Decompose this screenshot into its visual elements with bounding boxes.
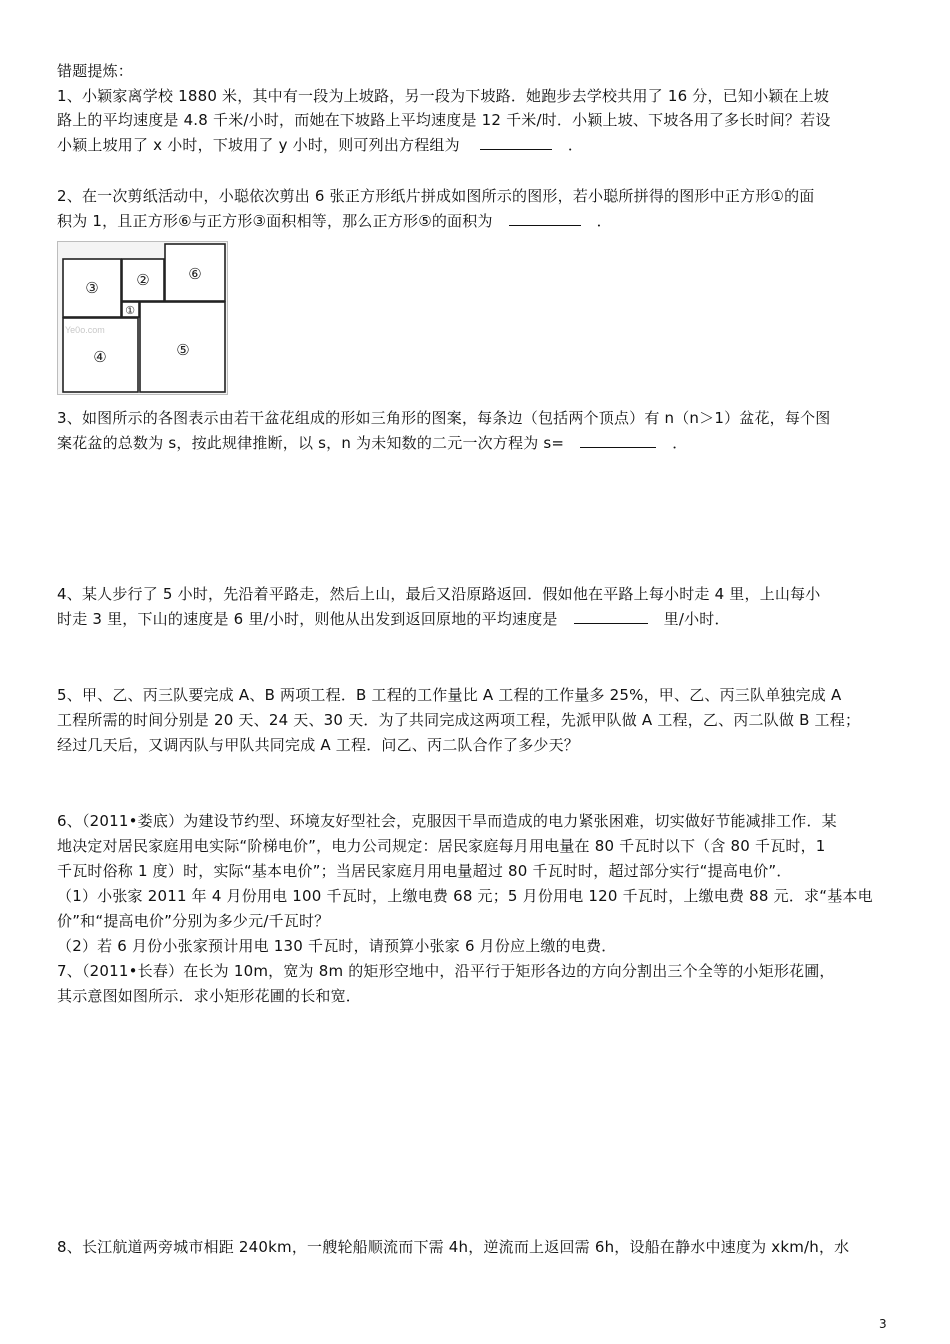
q1-line-3: [57, 135, 897, 155]
q6-line-6: （2）若 6 月份小张家预计用电 130 千瓦时，请预算小张家 6 月份应上缴的电费．: [57, 937, 617, 955]
q6-line-2: 地决定对居民家庭用电实际“阶梯电价”，电力公司规定：居民家庭每月用电量在 80 千瓦时以下（含 80 千瓦时，1: [57, 837, 826, 855]
q2-line-2: [57, 211, 897, 231]
label-square-5: ⑤: [176, 341, 190, 359]
page-number: 3: [879, 1317, 887, 1331]
q1-end: ．: [567, 136, 584, 154]
q6-line-4: （1）小张家 2011 年 4 月份用电 100 千瓦时，上缴电费 68 元；5 月份用电 120 千瓦时，上缴电费 88 元．求“基本电: [57, 887, 873, 905]
q2-end: ．: [596, 212, 612, 230]
q5-line-1: 5、甲、乙、丙三队要完成 A、B 两项工程．B 工程的工作量比 A 工程的工作量多 25%，甲、乙、丙三队单独完成 A: [57, 686, 842, 704]
q4-line-2-text: 时走 3 里，下山的速度是 6 里/小时，则他从出发到返回原地的平均速度是: [57, 610, 558, 628]
label-square-6: ⑥: [188, 265, 202, 283]
label-square-2: ②: [136, 271, 150, 289]
q2-line-1: 2、在一次剪纸活动中，小聪依次剪出 6 张正方形纸片拼成如图所示的图形，若小聪所拼得的图形中正方形①的面: [57, 187, 815, 205]
q1-answer-blank[interactable]: [480, 135, 552, 150]
q6-line-5: 价”和“提高电价”分别为多少元/千瓦时？: [57, 912, 330, 930]
q8-line-1: 8、长江航道两旁城市相距 240km，一艘轮船顺流而下需 4h，逆流而上返回需 6h，设船在静水中速度为 xkm/h，水: [57, 1238, 850, 1256]
q4-line-1: 4、某人步行了 5 小时，先沿着平路走，然后上山，最后又沿原路返回．假如他在平路上每小时走 4 里，上山每小: [57, 585, 821, 603]
q3-line-1: 3、如图所示的各图表示由若干盆花组成的形如三角形的图案，每条边（包括两个顶点）有 n（n＞1）盆花，每个图: [57, 409, 831, 427]
squares-figure: [57, 241, 228, 395]
q2-answer-blank[interactable]: [509, 211, 581, 226]
q6-line-1: 6、（2011•娄底）为建设节约型、环境友好型社会，克服因干旱而造成的电力紧张困难，切实做好节能减排工作．某: [57, 812, 837, 830]
q1-line-1: 1、小颖家离学校 1880 米，其中有一段为上坡路，另一段为下坡路．她跑步去学校共用了 16 分，已知小颖在上坡: [57, 87, 830, 105]
q1-line-3-text: 小颖上坡用了 x 小时，下坡用了 y 小时，则可列出方程组为: [57, 136, 460, 154]
label-square-1: ①: [125, 304, 135, 317]
figure-watermark: Ye0o.com: [65, 325, 105, 335]
q7-line-1: 7、（2011•长春）在长为 10m，宽为 8m 的矩形空地中，沿平行于矩形各边的方向分割出三个全等的小矩形花圃，: [57, 962, 835, 980]
q5-line-2: 工程所需的时间分别是 20 天、24 天、30 天．为了共同完成这两项工程，先派甲队做 A 工程，乙、丙二队做 B 工程；: [57, 711, 861, 729]
q3-end: ．: [672, 434, 688, 452]
q6-line-3: 千瓦时俗称 1 度）时，实际“基本电价”；当居民家庭月用电量超过 80 千瓦时时，超过部分实行“提高电价”．: [57, 862, 792, 880]
q4-end: 里/小时．: [663, 610, 730, 628]
q7-line-2: 其示意图如图所示．求小矩形花圃的长和宽．: [57, 987, 362, 1005]
q1-line-2: 路上的平均速度是 4.8 千米/小时，而她在下坡路上平均速度是 12 千米/时．小颖上坡、下坡各用了多长时间？若设: [57, 111, 831, 129]
label-square-4: ④: [93, 348, 107, 366]
q3-answer-blank[interactable]: [580, 433, 656, 448]
q4-answer-blank[interactable]: [574, 609, 648, 624]
q5-line-3: 经过几天后，又调丙队与甲队共同完成 A 工程．问乙、丙二队合作了多少天？: [57, 736, 580, 754]
q3-line-2-text: 案花盆的总数为 s，按此规律推断，以 s，n 为未知数的二元一次方程为 s=: [57, 434, 565, 452]
q3-line-2: [57, 433, 897, 453]
q4-line-2: [57, 609, 897, 629]
label-square-3: ③: [85, 279, 99, 297]
q2-line-2-text: 积为 1，且正方形⑥与正方形③面积相等，那么正方形⑤的面积为: [57, 212, 493, 230]
section-heading: 错题提炼：: [57, 62, 134, 80]
